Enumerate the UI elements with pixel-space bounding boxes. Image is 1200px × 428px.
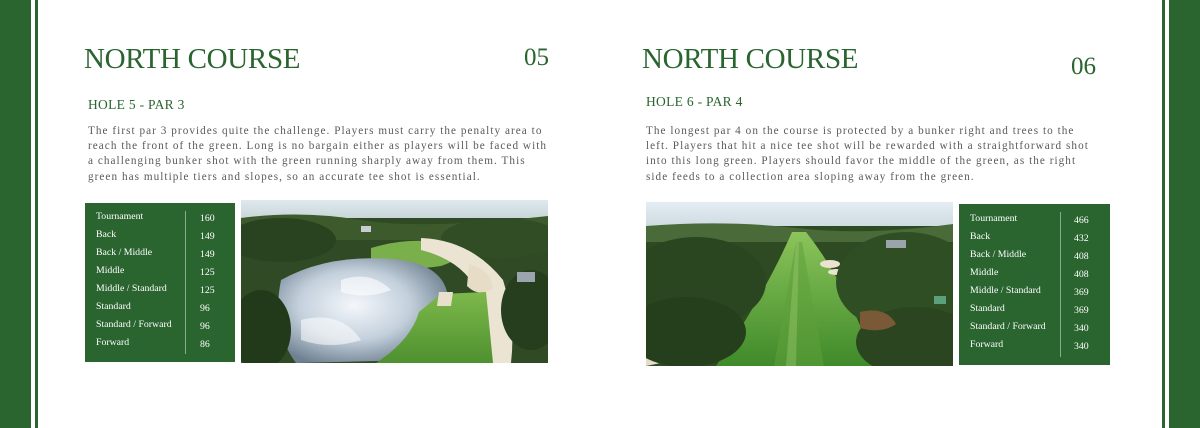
tee-name: Standard / Forward (96, 319, 172, 330)
tee-yardage: 149 (200, 231, 215, 242)
yardage-row (85, 319, 235, 337)
tee-name: Back / Middle (96, 247, 153, 258)
tee-name: Tournament (96, 211, 144, 222)
yardage-row (85, 283, 235, 301)
tee-name: Standard / Forward (970, 321, 1046, 332)
hole-description: The longest par 4 on the course is protected by a bunker right and trees to the left. Players that hit a nice tee shot will be rewarded with a straightforward shot into this long green. Players should favor the middle of the green, as the right side feeds to a collection area sloping away from the green. (646, 125, 1089, 183)
tee-yardage: 369 (1074, 287, 1089, 298)
tee-yardage: 96 (200, 321, 210, 332)
tee-yardage: 149 (200, 249, 215, 260)
tee-name: Back / Middle (970, 249, 1027, 260)
yardage-row (959, 213, 1110, 231)
tee-yardage: 340 (1074, 341, 1089, 352)
tee-name: Standard (970, 303, 1005, 314)
hole-heading: HOLE 6 - PAR 4 (646, 94, 743, 109)
yardage-row (959, 303, 1110, 321)
tee-name: Forward (970, 339, 1004, 350)
hole-photo (646, 202, 953, 366)
yardage-row (959, 339, 1110, 357)
hole-description: The first par 3 provides quite the challenge. Players must carry the penalty area to reach the front of the green. Long is no bargain either as players will be faced with a challenging bunker shot with the green running sharply away from them. This green has multiple tiers and slopes, so an accurate tee shot is essential. (88, 125, 548, 183)
tee-yardage: 125 (200, 267, 215, 278)
yardage-row (85, 337, 235, 355)
yardage-row (85, 301, 235, 319)
hole-photo (241, 200, 548, 363)
tee-yardage: 160 (200, 213, 215, 224)
tee-yardage: 369 (1074, 305, 1089, 316)
tee-name: Tournament (970, 213, 1018, 224)
yardage-row (85, 265, 235, 283)
yardage-row (959, 249, 1110, 267)
tee-name: Middle (96, 265, 125, 276)
tee-name: Standard (96, 301, 131, 312)
course-title: NORTH COURSE (84, 43, 301, 75)
yardage-row (959, 321, 1110, 339)
tee-yardage: 466 (1074, 215, 1089, 226)
tee-name: Forward (96, 337, 130, 348)
yardage-table (959, 204, 1110, 365)
yardage-row (85, 229, 235, 247)
tee-yardage: 408 (1074, 269, 1089, 280)
page-number: 05 (524, 44, 549, 71)
hole-heading: HOLE 5 - PAR 3 (88, 97, 185, 112)
yardage-row (959, 267, 1110, 285)
tee-yardage: 125 (200, 285, 215, 296)
right-page (600, 0, 1200, 428)
tee-yardage: 86 (200, 339, 210, 350)
tee-yardage: 408 (1074, 251, 1089, 262)
tee-name: Middle / Standard (970, 285, 1041, 296)
yardage-table (85, 203, 235, 362)
yardage-row (85, 247, 235, 265)
tee-name: Back (970, 231, 991, 242)
page-number: 06 (1071, 53, 1096, 80)
yardage-row (85, 211, 235, 229)
tee-name: Back (96, 229, 117, 240)
tee-yardage: 432 (1074, 233, 1089, 244)
course-title: NORTH COURSE (642, 43, 859, 75)
tee-yardage: 340 (1074, 323, 1089, 334)
tee-name: Middle (970, 267, 999, 278)
tee-yardage: 96 (200, 303, 210, 314)
yardage-row (959, 285, 1110, 303)
tee-name: Middle / Standard (96, 283, 167, 294)
yardage-row (959, 231, 1110, 249)
